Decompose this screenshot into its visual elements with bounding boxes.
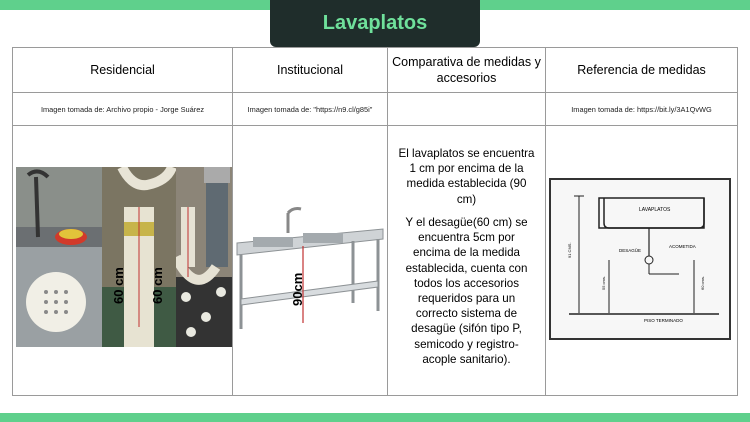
page-title: Lavaplatos <box>322 12 428 34</box>
header-residencial: Residencial <box>13 48 233 93</box>
source-residencial: Imagen tomada de: Archivo propio - Jorge Suárez <box>13 93 233 126</box>
comparativa-text <box>388 146 545 367</box>
diagram-acometida-label: ACOMETIDA <box>669 244 696 249</box>
residential-pipe-photo-b <box>176 167 232 347</box>
header-row <box>13 48 738 93</box>
residential-measure-b: 60 cm <box>150 267 165 304</box>
source-institucional: Imagen tomada de: "https://n9.cl/g85i" <box>233 93 388 126</box>
institutional-measure: 90cm <box>290 272 305 306</box>
comparativa-paragraph-2: Y el desagüe(60 cm) se encuentra 5cm por encima de la medida establecida, cuenta con todos los accesorios requeridos para un correcto sistema de desagüe (sifón tipo P, semicodo y registro-acople sanitario). <box>405 215 528 366</box>
content-row <box>13 126 738 396</box>
header-comparativa: Comparativa de medidas y accesorios <box>388 48 546 93</box>
institutional-sink-photo <box>233 201 387 331</box>
diagram-dim-60: 60 cms. <box>700 275 705 290</box>
reference-diagram <box>549 178 731 340</box>
diagram-dim-55: 55 cms. <box>601 275 606 290</box>
source-comparativa <box>388 93 546 126</box>
title-tab <box>270 0 480 47</box>
institucional-cell <box>233 126 388 396</box>
diagram-dim-91: 91 CMS. <box>567 242 572 258</box>
comparativa-cell <box>388 126 546 396</box>
source-row <box>13 93 738 126</box>
residencial-cell <box>13 126 233 396</box>
source-referencia: Imagen tomada de: https://bit.ly/3A1QvWG <box>546 93 738 126</box>
residential-measure-a: 60 cm <box>111 267 126 304</box>
diagram-desague-label: DESAGÜE <box>619 248 642 253</box>
residential-sink-photo <box>16 167 102 347</box>
header-institucional: Institucional <box>233 48 388 93</box>
diagram-piso-label: PISO TERMINADO <box>644 318 683 323</box>
referencia-cell <box>546 126 738 396</box>
comparativa-paragraph-1: El lavaplatos se encuentra 1 cm por encima de la medida establecida (90 cm) <box>398 147 535 206</box>
diagram-lavaplatos-label: LAVAPLATOS <box>639 207 671 213</box>
residential-pipe-photo-a <box>102 167 176 347</box>
bottom-accent-bar <box>0 413 750 422</box>
header-referencia: Referencia de medidas <box>546 48 738 93</box>
comparison-table <box>12 47 738 396</box>
